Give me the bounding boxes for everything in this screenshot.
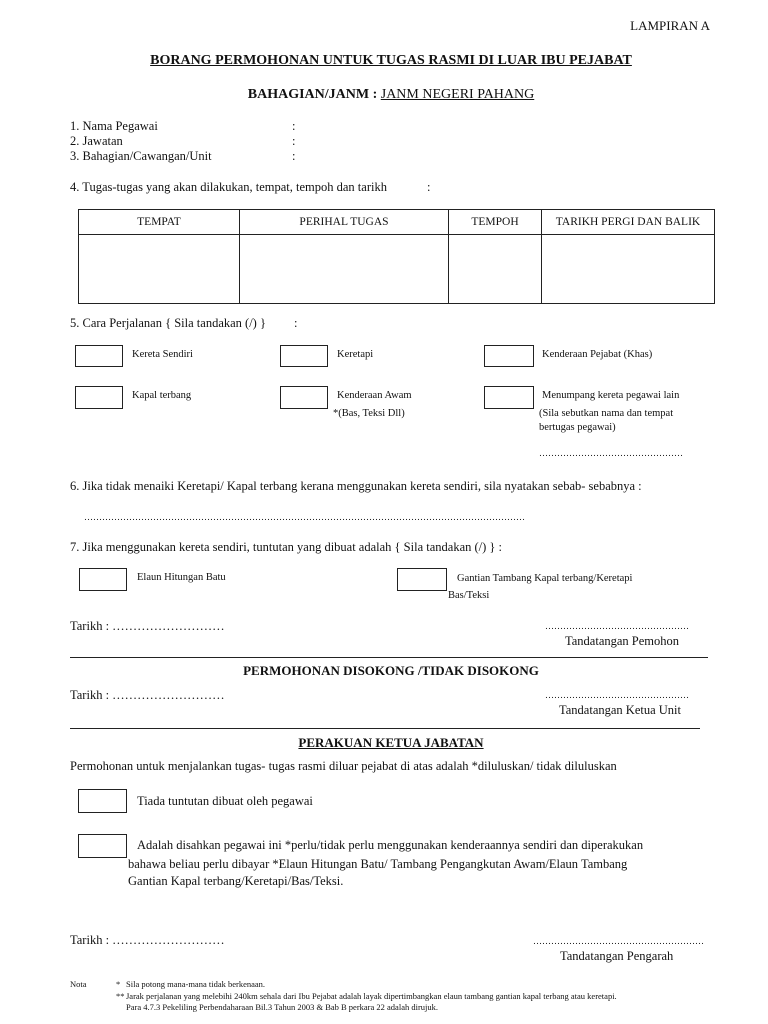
- checkbox-tiada-tuntutan[interactable]: [78, 789, 127, 813]
- tugas-table-header: [79, 210, 715, 235]
- checkbox-menumpang[interactable]: [484, 386, 534, 409]
- field-nama-pegawai-colon: :: [292, 119, 296, 133]
- department-label: BAHAGIAN/JANM :: [247, 87, 378, 102]
- field-bahagian-colon: :: [292, 149, 296, 163]
- option-disahkan-line1: Adalah disahkan pegawai ini *perlu/tidak perlu menggunakan kenderaannya sendiri dan diperakukan: [137, 838, 644, 852]
- signature-pengarah-dots[interactable]: …………………………………………………: [533, 936, 704, 946]
- nota-star-1: *: [116, 979, 121, 989]
- nota-label: Nota: [70, 979, 87, 989]
- tugas-table-row: [79, 235, 715, 304]
- tarikh-ketua-unit[interactable]: Tarikh : ………………………: [70, 688, 225, 702]
- option-elaun-hitungan-batu: Elaun Hitungan Batu: [137, 572, 226, 583]
- field-nama-pegawai-label: 1. Nama Pegawai: [70, 119, 158, 133]
- option-menumpang: Menumpang kereta pegawai lain: [542, 390, 680, 401]
- checkbox-kapal-terbang[interactable]: [75, 386, 123, 409]
- cell-perihal-tugas[interactable]: [240, 235, 449, 304]
- field-jawatan-label: 2. Jawatan: [70, 134, 123, 148]
- checkbox-elaun-hitungan-batu[interactable]: [79, 568, 127, 591]
- option-disahkan-line3: Gantian Kapal terbang/Keretapi/Bas/Teksi.: [128, 874, 344, 888]
- nota-line-2: Jarak perjalanan yang melebihi 240km sehala dari Ibu Pejabat adalah layak dipertimbangkan elaun tambang gantian kapal terbang atau keretapi.: [126, 991, 617, 1001]
- option-kapal-terbang: Kapal terbang: [132, 390, 192, 401]
- section-perakuan-title: PERAKUAN KETUA JABATAN: [298, 735, 484, 750]
- divider-1: [70, 657, 708, 658]
- option-kenderaan-pejabat: Kenderaan Pejabat (Khas): [542, 349, 653, 360]
- cell-tarikh[interactable]: [542, 235, 715, 304]
- signature-pemohon-dots[interactable]: …………………………………………: [545, 621, 689, 631]
- field-bahagian-label: 3. Bahagian/Cawangan/Unit: [70, 149, 212, 163]
- signature-ketua-unit-label: Tandatangan Ketua Unit: [559, 703, 681, 717]
- tarikh-pengarah[interactable]: Tarikh : ………………………: [70, 933, 225, 947]
- kenderaan-awam-note: *(Bas, Teksi Dll): [333, 408, 405, 419]
- signature-pengarah-label: Tandatangan Pengarah: [560, 949, 674, 963]
- header-tempoh: TEMPOH: [449, 210, 542, 235]
- lampiran-label: LAMPIRAN A: [630, 18, 710, 33]
- header-tempat: TEMPAT: [79, 210, 240, 235]
- checkbox-gantian-tambang[interactable]: [397, 568, 447, 591]
- menumpang-note-2: bertugas pegawai): [539, 422, 616, 433]
- checkbox-keretapi[interactable]: [280, 345, 328, 367]
- menumpang-note-1: (Sila sebutkan nama dan tempat: [539, 408, 674, 419]
- tugas-table: [78, 209, 715, 304]
- header-perihal-tugas: PERIHAL TUGAS: [240, 210, 449, 235]
- checkbox-disahkan[interactable]: [78, 834, 127, 858]
- question-5-text: 5. Cara Perjalanan { Sila tandakan (/) }: [70, 316, 266, 330]
- divider-2: [70, 728, 700, 729]
- nota-line-1: Sila potong mana-mana tidak berkenaan.: [126, 979, 266, 989]
- option-gantian-tambang-1: Gantian Tambang Kapal terbang/Keretapi: [457, 573, 633, 584]
- section-disokong-title: PERMOHONAN DISOKONG /TIDAK DISOKONG: [243, 663, 539, 678]
- perakuan-intro: Permohonan untuk menjalankan tugas- tugas rasmi diluar pejabat di atas adalah *diluluskan/ tidak diluluskan: [70, 759, 617, 773]
- option-kereta-sendiri: Kereta Sendiri: [132, 349, 193, 360]
- cell-tempoh[interactable]: [449, 235, 542, 304]
- signature-ketua-unit-dots[interactable]: …………………………………………: [545, 690, 689, 700]
- menumpang-dots[interactable]: …………………………………………: [539, 448, 683, 458]
- field-jawatan-colon: :: [292, 134, 296, 148]
- option-disahkan-line2: bahawa beliau perlu dibayar *Elaun Hitungan Batu/ Tambang Pengangkutan Awam/Elaun Tambang: [128, 857, 628, 871]
- option-gantian-tambang-2: Bas/Teksi: [448, 590, 490, 601]
- nota-star-2: **: [116, 991, 125, 1001]
- question-6-text: 6. Jika tidak menaiki Keretapi/ Kapal terbang kerana menggunakan kereta sendiri, sila nyatakan sebab- sebabnya :: [70, 479, 642, 493]
- department-line: [0, 87, 768, 103]
- cell-tempat[interactable]: [79, 235, 240, 304]
- option-tiada-tuntutan: Tiada tuntutan dibuat oleh pegawai: [137, 794, 313, 808]
- tarikh-pemohon[interactable]: Tarikh : ………………………: [70, 619, 225, 633]
- question-6-dots[interactable]: …………………………………………………………………………………………………………………………………: [84, 512, 525, 522]
- option-kenderaan-awam: Kenderaan Awam: [337, 390, 412, 401]
- signature-pemohon-label: Tandatangan Pemohon: [565, 634, 680, 648]
- option-keretapi: Keretapi: [337, 349, 374, 360]
- question-4-colon: :: [427, 180, 431, 194]
- form-title: BORANG PERMOHONAN UNTUK TUGAS RASMI DI LUAR IBU PEJABAT: [150, 53, 632, 68]
- checkbox-kereta-sendiri[interactable]: [75, 345, 123, 367]
- department-value: JANM NEGERI PAHANG: [380, 87, 535, 102]
- question-4-text: 4. Tugas-tugas yang akan dilakukan, tempat, tempoh dan tarikh: [70, 180, 387, 194]
- nota-line-3: Para 4.7.3 Pekeliling Perbendaharaan Bil.3 Tahun 2003 & Bab B perkara 22 adalah dirujuk.: [126, 1002, 439, 1012]
- question-5-colon: :: [294, 316, 298, 330]
- header-tarikh: TARIKH PERGI DAN BALIK: [542, 210, 715, 235]
- checkbox-kenderaan-pejabat[interactable]: [484, 345, 534, 367]
- question-7-text: 7. Jika menggunakan kereta sendiri, tuntutan yang dibuat adalah { Sila tandakan (/) } :: [70, 540, 503, 554]
- checkbox-kenderaan-awam[interactable]: [280, 386, 328, 409]
